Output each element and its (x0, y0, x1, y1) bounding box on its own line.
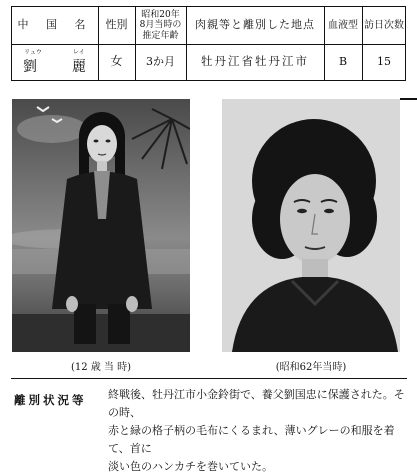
blood-value: B (338, 54, 348, 68)
photo-adult-caption: (昭和62年当時) (275, 362, 347, 373)
photo-adult (222, 99, 400, 352)
section-divider (11, 378, 407, 379)
name-ruby-family: リュウ (24, 49, 42, 56)
photo-childhood-image (12, 99, 190, 352)
photo-adult-image (222, 99, 400, 352)
header-estimated-age: 昭和20年 8月当時の 推定年齢 (139, 9, 182, 41)
header-sex: 性別 (105, 18, 128, 32)
photo-childhood-caption: (12 歳 当 時) (70, 362, 132, 373)
header-chinese-name: 中 国 名 (17, 18, 93, 32)
info-table (11, 6, 406, 81)
edge-marker (400, 98, 417, 100)
header-separation-place: 肉親等と離別した地点 (195, 18, 315, 32)
name-cell (12, 44, 98, 80)
separation-line-3: 淡い色のハンカチを巻いていた。 (108, 460, 273, 473)
sex-value: 女 (110, 54, 123, 69)
header-blood-type: 血液型 (328, 19, 358, 31)
photo-childhood (12, 99, 190, 352)
visit-count-value: 15 (377, 54, 391, 68)
age-value: 3か月 (146, 54, 175, 68)
name-ruby-given: レイ (73, 49, 85, 56)
header-visit-count: 訪日次数 (364, 19, 404, 31)
separation-line-1: 終戦後、牡丹江市小金鈴街で、養父劉国忠に保護された。その時、 (108, 388, 405, 419)
separation-line-2: 赤と緑の格子柄の毛布にくるまれ、薄いグレーの和服を着て、首に (108, 424, 395, 455)
separation-text (108, 386, 412, 476)
place-value: 牡丹江省牡丹江市 (201, 54, 309, 69)
name-given: 麗 (72, 59, 86, 75)
name-family: 劉 (23, 59, 37, 75)
separation-heading: 離別状況等 (14, 393, 87, 407)
